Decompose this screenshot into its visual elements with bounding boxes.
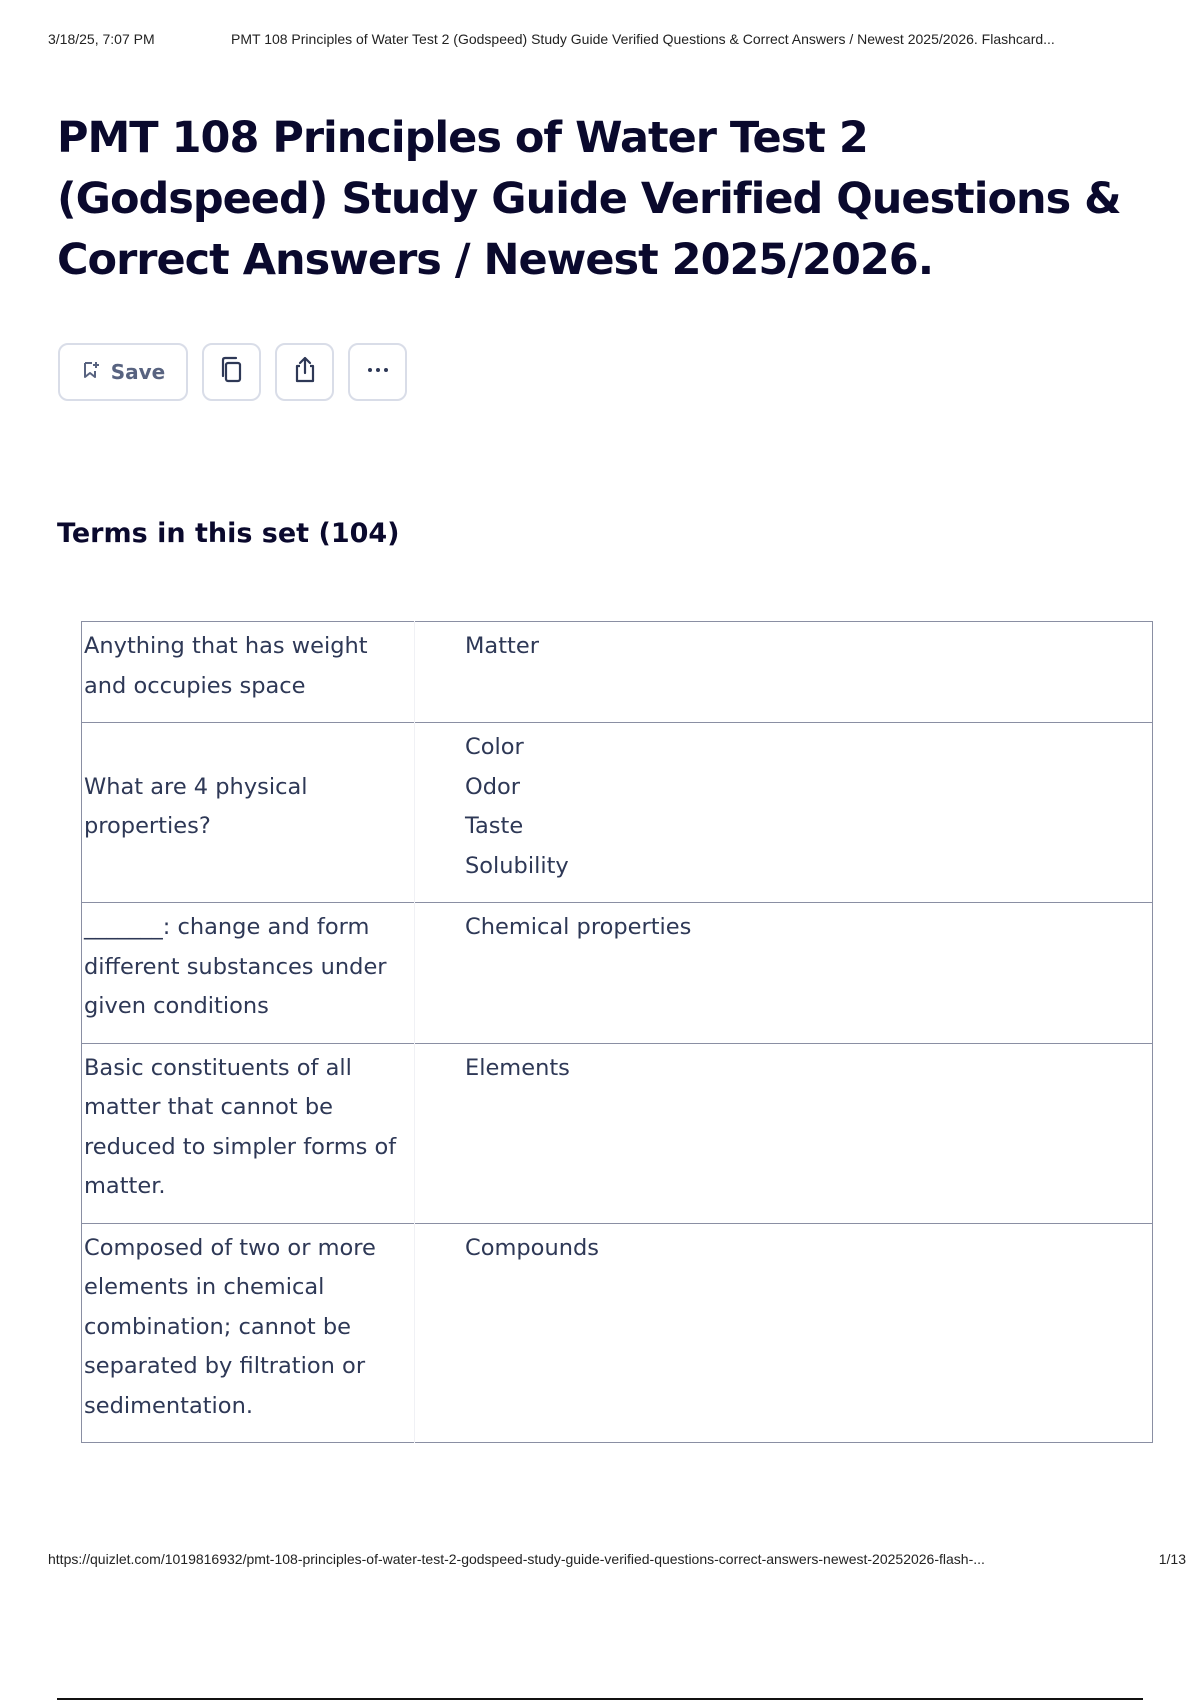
save-button-label: Save	[110, 360, 166, 384]
toolbar	[58, 343, 407, 401]
print-footer	[48, 1551, 1186, 1567]
definition-cell	[415, 1043, 1153, 1223]
more-options-button[interactable]	[348, 343, 407, 401]
print-date: 3/18/25, 7:07 PM	[48, 31, 155, 47]
page-title: PMT 108 Principles of Water Test 2 (Godspeed) Study Guide Verified Questions & Correct Answers / Newest 2025/2026.	[57, 113, 1121, 285]
definition-cell	[415, 903, 1153, 1044]
definition-cell	[415, 1223, 1153, 1443]
term-cell: Composed of two or more elements in chemical combination; cannot be separated by filtration or sedimentation.	[82, 1223, 415, 1443]
term-cell: _______: change and form different substances under given conditions	[82, 903, 415, 1044]
print-header	[48, 31, 1184, 47]
save-button[interactable]	[58, 343, 188, 401]
print-doc-title: PMT 108 Principles of Water Test 2 (Godspeed) Study Guide Verified Questions & Correct Answers / Newest 2025/2026. Flashcard...	[231, 31, 1055, 47]
definition-line: Elements	[465, 1054, 570, 1081]
table-row	[82, 1043, 1153, 1223]
definition-line: Compounds	[465, 1234, 599, 1261]
terms-section-title: Terms in this set (104)	[57, 518, 400, 549]
page-number: 1/13	[1158, 1551, 1186, 1567]
term-text: What are 4 physical properties?	[84, 773, 308, 839]
definition-line: Matter	[465, 633, 539, 659]
table-row	[82, 622, 1153, 723]
definition-line: Taste	[465, 813, 524, 839]
definition-line: Chemical properties	[465, 914, 692, 940]
definition-line: Solubility	[465, 852, 569, 879]
share-icon	[290, 355, 320, 390]
term-cell	[82, 723, 415, 903]
table-row	[82, 1223, 1153, 1443]
definition-line: Odor	[465, 773, 521, 800]
table-row	[82, 903, 1153, 1044]
definition-cell	[415, 622, 1153, 723]
terms-table	[81, 621, 1153, 1443]
save-bookmark-icon	[81, 360, 101, 385]
more-icon	[363, 355, 393, 390]
copy-button[interactable]	[202, 343, 261, 401]
term-cell: Anything that has weight and occupies space	[82, 622, 415, 723]
copy-icon	[217, 355, 247, 390]
share-button[interactable]	[275, 343, 334, 401]
definition-line: Color	[465, 734, 524, 760]
term-cell: Basic constituents of all matter that cannot be reduced to simpler forms of matter.	[82, 1043, 415, 1223]
print-url: https://quizlet.com/1019816932/pmt-108-principles-of-water-test-2-godspeed-study-guide-verified-questions-correct-answers-newest-20252026-flash-...	[48, 1551, 985, 1567]
table-row	[82, 723, 1153, 903]
definition-cell	[415, 723, 1153, 903]
